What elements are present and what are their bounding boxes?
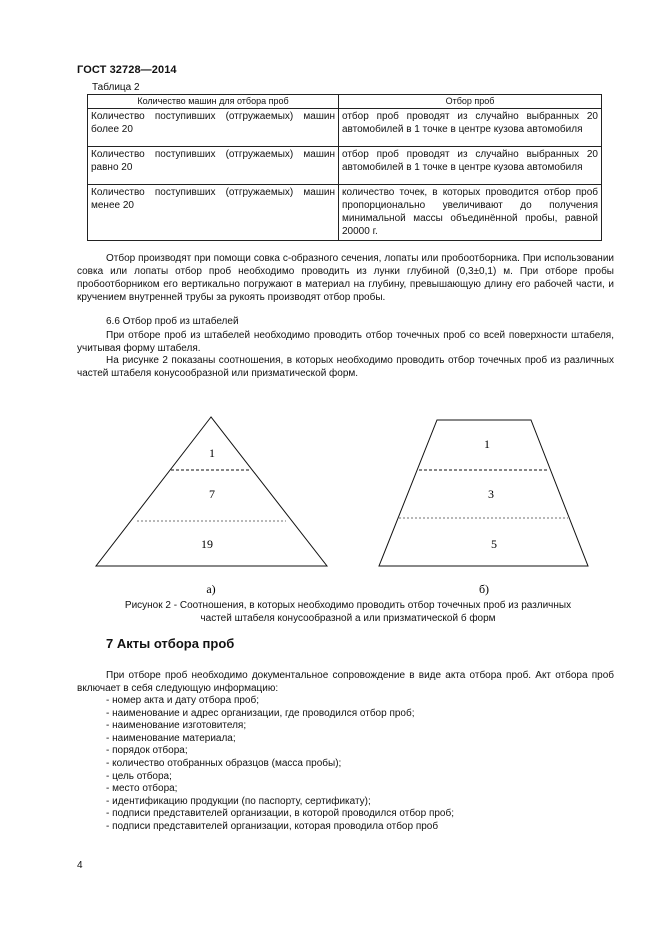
figure-caption-line: частей штабеля конусообразной а или призматической б форм — [200, 613, 496, 624]
prism-diagram — [379, 420, 588, 596]
subsection-heading: 6.6 Отбор проб из штабелей — [106, 316, 239, 327]
list-item: - наименование материала; — [106, 732, 236, 744]
paragraph-acts-intro: При отборе проб необходимо документальное сопровождение в виде акта отбора проб. Акт отбора проб включает в себя следующую информацию: — [77, 670, 614, 694]
act-info-list — [106, 695, 454, 834]
list-item: - подписи представителей организации, которая проводила отбор проб — [106, 820, 439, 832]
list-item: - количество отобранных образцов (масса пробы); — [106, 757, 342, 769]
table-cell: отбор проб проводят из случайно выбранных 20 автомобилей в 1 точке в центре кузова автомобиля — [339, 109, 602, 147]
page-number: 4 — [77, 860, 83, 871]
paragraph-figure-ref: На рисунке 2 показаны соотношения, в которых необходимо проводить отбор точечных проб из различных частей штабеля конусообразной или призматической форм. — [77, 355, 614, 379]
table-cell: отбор проб проводят из случайно выбранных 20 автомобилей в 1 точке в центре кузова автомобиля — [339, 147, 602, 185]
table-cell: количество точек, в которых проводится отбор проб пропорционально увеличивают до получения минимальной массы объединённой пробы, равной 20000 г. — [339, 185, 602, 241]
list-item: - место отбора; — [106, 783, 178, 795]
figure-caption — [90, 599, 606, 625]
cone-sublabel: а) — [206, 582, 216, 596]
document-code: ГОСТ 32728—2014 — [77, 64, 177, 76]
paragraph-stacks: При отборе проб из штабелей необходимо проводить отбор точечных проб со всей поверхности штабеля, учитывая форму штабеля. — [77, 330, 614, 354]
prism-zone-label: 3 — [488, 487, 494, 501]
list-item: - наименование изготовителя; — [106, 720, 247, 732]
sampling-table — [87, 94, 602, 241]
prism-zone-label: 1 — [484, 437, 490, 451]
column-header: Отбор проб — [339, 95, 602, 109]
table-row — [88, 109, 602, 147]
table-cell: Количество поступивших (отгружаемых) машин равно 20 — [88, 147, 339, 185]
table-header-row — [88, 95, 602, 109]
column-header: Количество машин для отбора проб — [88, 95, 339, 109]
table-row — [88, 185, 602, 241]
section-title: 7 Акты отбора проб — [106, 636, 235, 651]
cone-zone-label: 7 — [209, 487, 215, 501]
table-row — [88, 147, 602, 185]
cone-zone-label: 19 — [201, 537, 213, 551]
list-item: - подписи представителей организации, в которой проводился отбор проб; — [106, 808, 454, 820]
list-item: - номер акта и дату отбора проб; — [106, 695, 259, 706]
table-caption: Таблица 2 — [92, 82, 140, 93]
list-item: - порядок отбора; — [106, 745, 188, 757]
figure-2 — [0, 400, 661, 600]
cone-diagram — [96, 417, 327, 596]
list-item: - наименование и адрес организации, где проводился отбор проб; — [106, 707, 415, 719]
paragraph-sampling-tools: Отбор производят при помощи совка с-образного сечения, лопаты или пробоотборника. При использовании совка или лопаты отбор проб необходимо проводить из лунки глубиной (0,3±0,1) м. При отборе пробы пробоотборником его вертикально погружают в материал на глубину, превышающую длину его рабочей части, и кручением внутренней трубы за рукоять производят отбор пробы. — [77, 253, 614, 303]
prism-zone-label: 5 — [491, 537, 497, 551]
list-item: - цель отбора; — [106, 770, 172, 782]
table-cell: Количество поступивших (отгружаемых) машин более 20 — [88, 109, 339, 147]
list-item: - идентификацию продукции (по паспорту, сертификату); — [106, 795, 371, 807]
table-cell: Количество поступивших (отгружаемых) машин менее 20 — [88, 185, 339, 241]
cone-zone-label: 1 — [209, 446, 215, 460]
figure-caption-line: Рисунок 2 - Соотношения, в которых необходимо проводить отбор точечных проб из различных — [124, 600, 572, 611]
prism-sublabel: б) — [478, 582, 490, 596]
